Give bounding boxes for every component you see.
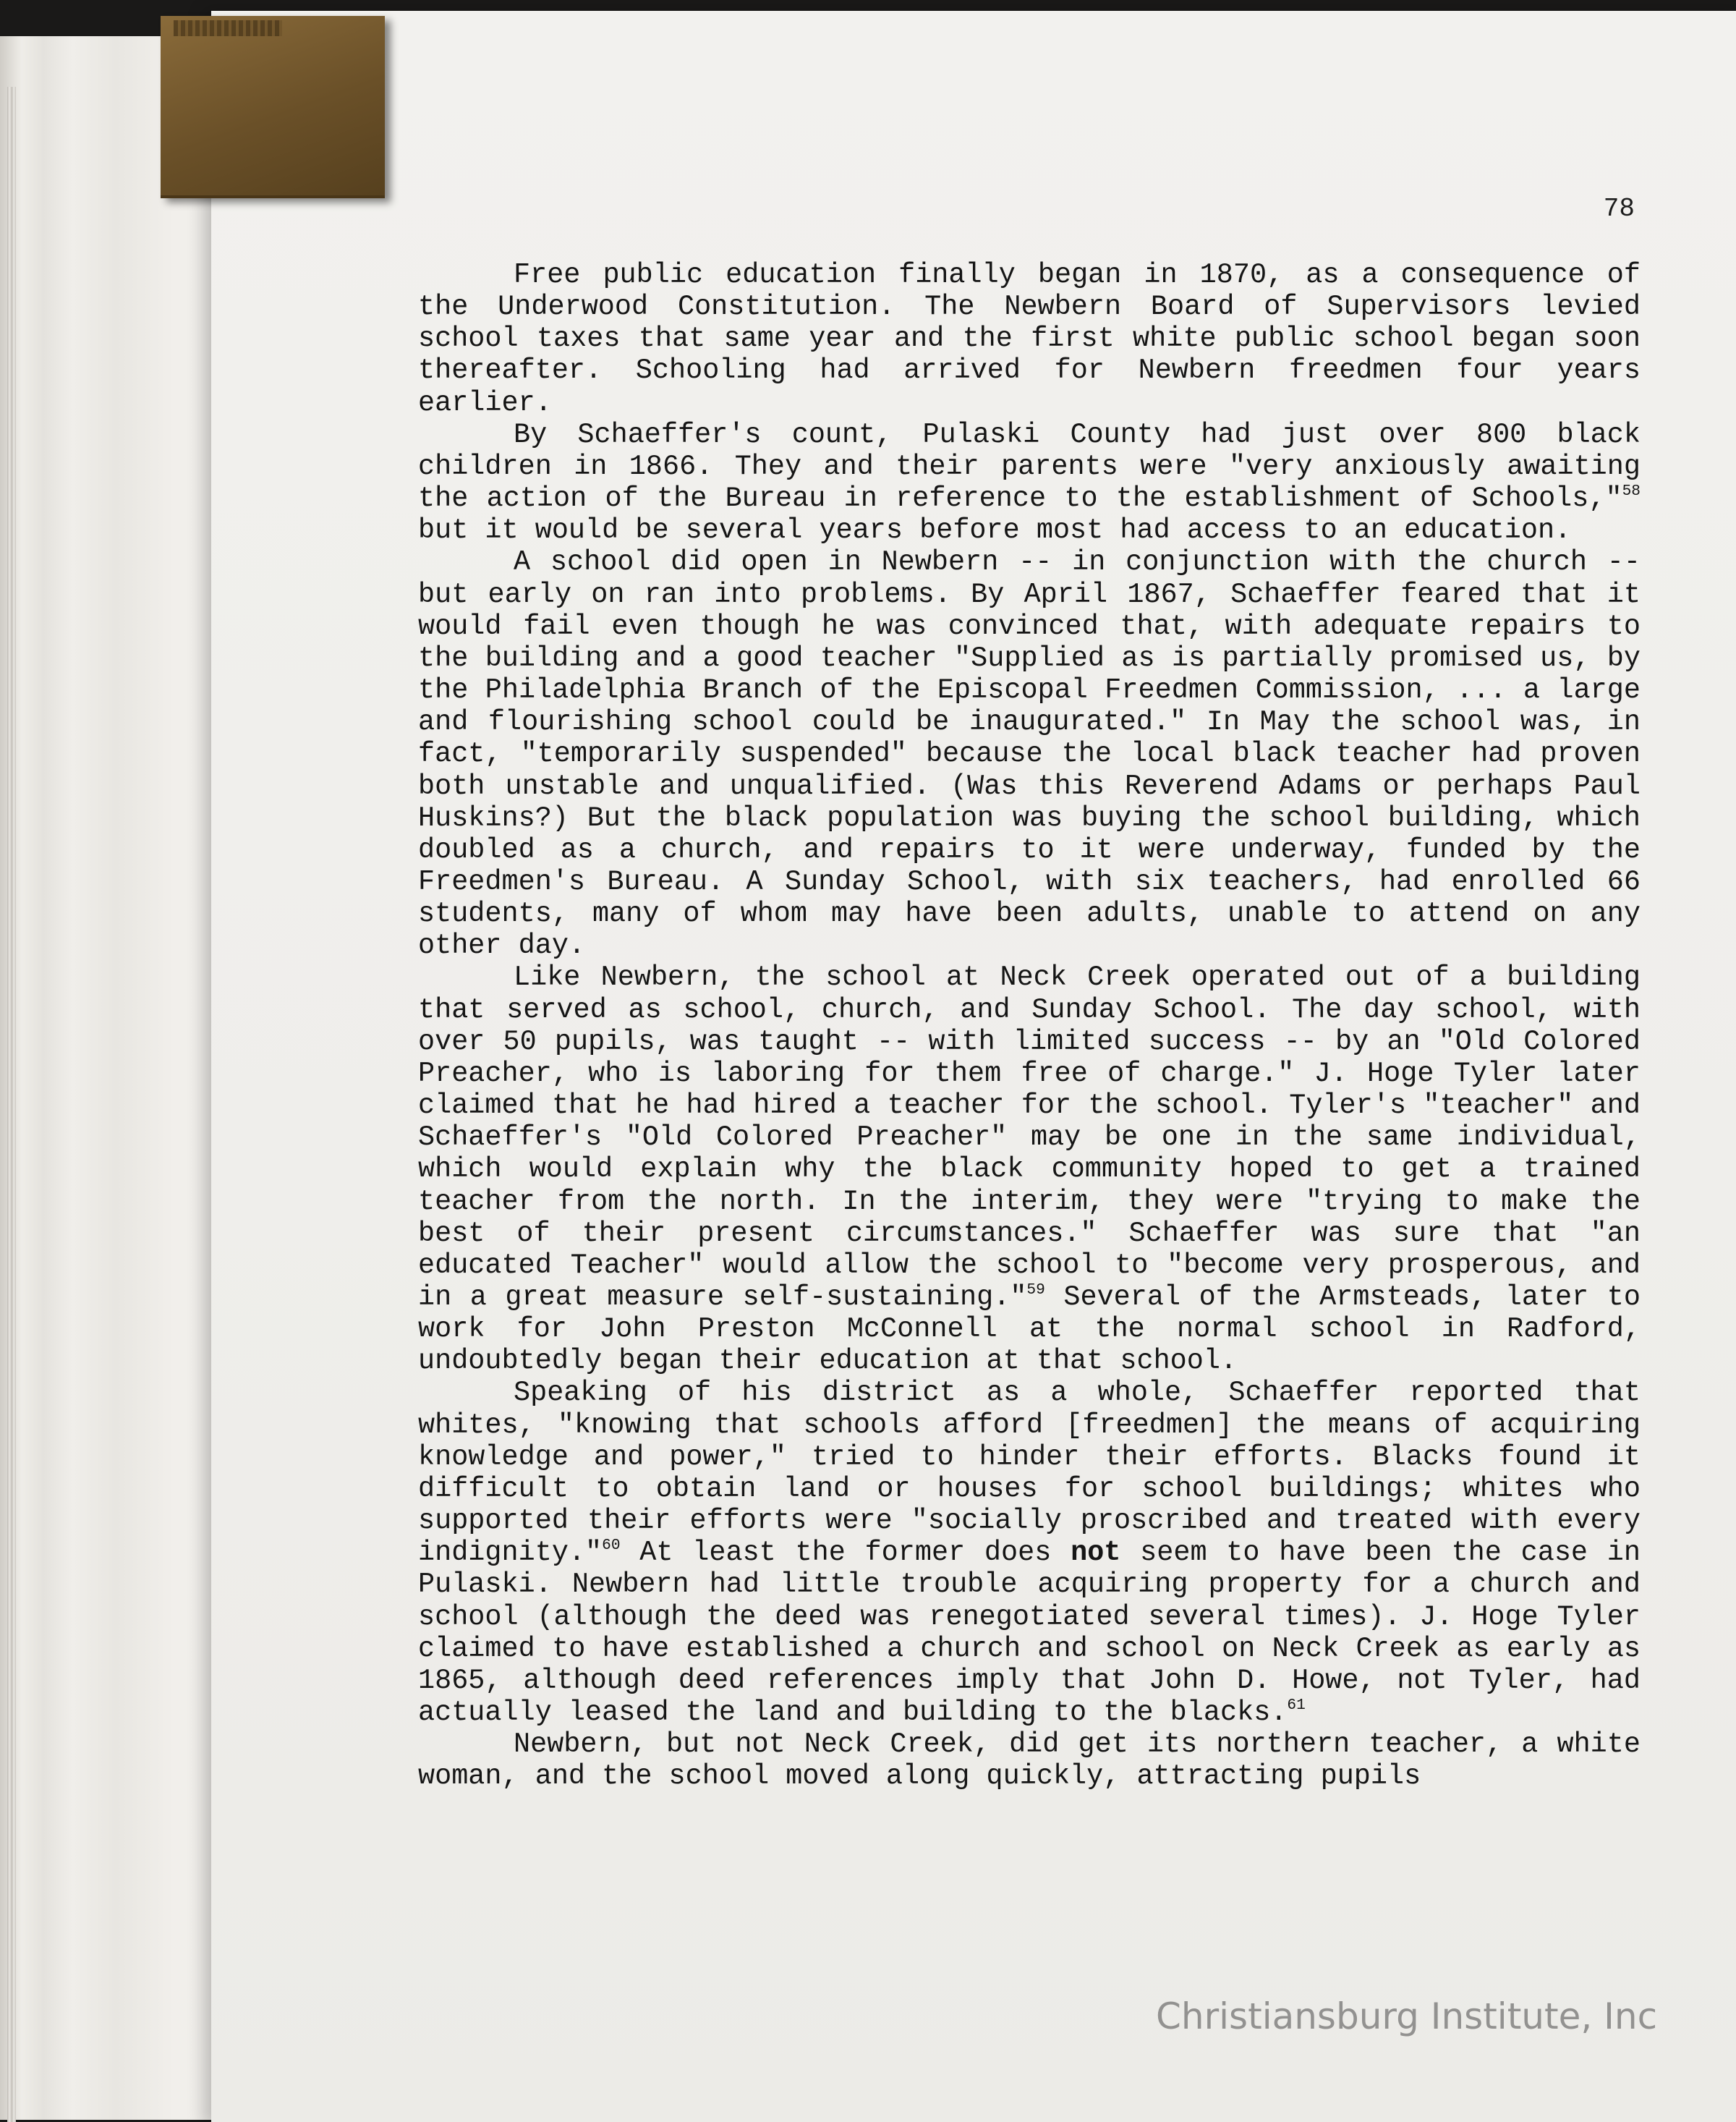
- text-run: By Schaeffer's count, Pulaski County had just over 800 black children in 1866. They and their parents were "very anxiously awaiting the action of the Bureau in reference to the establishment of Schools,": [418, 418, 1641, 515]
- text-run: A school did open in Newbern -- in conjunction with the church -- but early on ran into problems. By April 1867, Schaeffer feared that it would fail even though he was convinced that, with adequate repairs to the building and a good teacher "Supplied as is partially promised us, by the Philadelphia Branch of the Episcopal Freedmen Commission, ... a large and flourishing school could be inaugurated." In May the school was, in fact, "temporarily suspended" because the local black teacher had proven both unstable and unqualified. (Was this Reverend Adams or perhaps Paul Huskins?) But the black population was buying the school building, which doubled as a church, and repairs to it were underway, funded by the Freedmen's Bureau. A Sunday School, with six teachers, had enrolled 66 students, many of whom may have been adults, unable to attend on any other day.: [418, 546, 1641, 962]
- footnote-marker: 58: [1622, 483, 1641, 501]
- text-run: Several of the Armsteads, later to work for John Preston McConnell at the normal school in Radford, undoubtedly began their education at that school.: [418, 1281, 1641, 1378]
- footnote-marker: 59: [1026, 1281, 1045, 1299]
- body-text: [418, 259, 1641, 1793]
- text-run: Speaking of his district as a whole, Schaeffer reported that whites, "knowing that schools afford [freedmen] the means of acquiring knowledge and power," tried to hinder their efforts. Blacks found it difficult to obtain land or houses for school buildings; whites who supported their efforts were "socially proscribed and treated with every indignity.": [418, 1377, 1641, 1569]
- footnote-marker: 60: [602, 1537, 621, 1555]
- text-run: Like Newbern, the school at Neck Creek operated out of a building that served as school, church, and Sunday School. The day school, with over 50 pupils, was taught -- with limited success -- by an "Old Colored Preacher, who is laboring for them free of charge." J. Hoge Tyler later claimed that he had hired a teacher for the school. Tyler's "teacher" and Schaeffer's "Old Colored Preacher" may be one in the same individual, which would explain why the black community hoped to get a trained teacher from the north. In the interim, they were "trying to make the best of their present circumstances." Schaeffer was sure that "an educated Teacher" would allow the school to "become very prosperous, and in a great measure self-sustaining.": [418, 962, 1641, 1313]
- paragraph: [418, 419, 1641, 547]
- paragraph: [418, 1377, 1641, 1728]
- paragraph: [418, 259, 1641, 419]
- page-number: 78: [1603, 194, 1635, 224]
- text-run: seem to have been the case in Pulaski. Newbern had little trouble acquiring property for a church and school (although the deed was renegotiated several times). J. Hoge Tyler claimed to have established a church and school on Neck Creek as early as 1865, although deed references imply that John D. Howe, not Tyler, had actually leased the land and building to the blacks.: [418, 1537, 1641, 1729]
- watermark: Christiansburg Institute, Inc: [1156, 1995, 1658, 2037]
- text-run: At least the former does: [620, 1537, 1071, 1569]
- footnote-marker: 61: [1287, 1697, 1306, 1715]
- page-stack-edge: [7, 87, 16, 2122]
- bold-text: not: [1071, 1537, 1121, 1569]
- text-run: but it would be several years before most had access to an education.: [418, 514, 1572, 547]
- text-run: Free public education finally began in 1870, as a consequence of the Underwood Constitution. The Newbern Board of Supervisors levied school taxes that same year and the first white public school began soon thereafter. Schooling had arrived for Newbern freedmen four years earlier.: [418, 259, 1641, 419]
- binder-tab-label: [174, 20, 282, 36]
- binder-tab: [161, 16, 385, 198]
- paragraph: [418, 962, 1641, 1377]
- text-run: Newbern, but not Neck Creek, did get its northern teacher, a white woman, and the school moved along quickly, attracting pupils: [418, 1728, 1641, 1793]
- paragraph: [418, 546, 1641, 962]
- paragraph: [418, 1728, 1641, 1792]
